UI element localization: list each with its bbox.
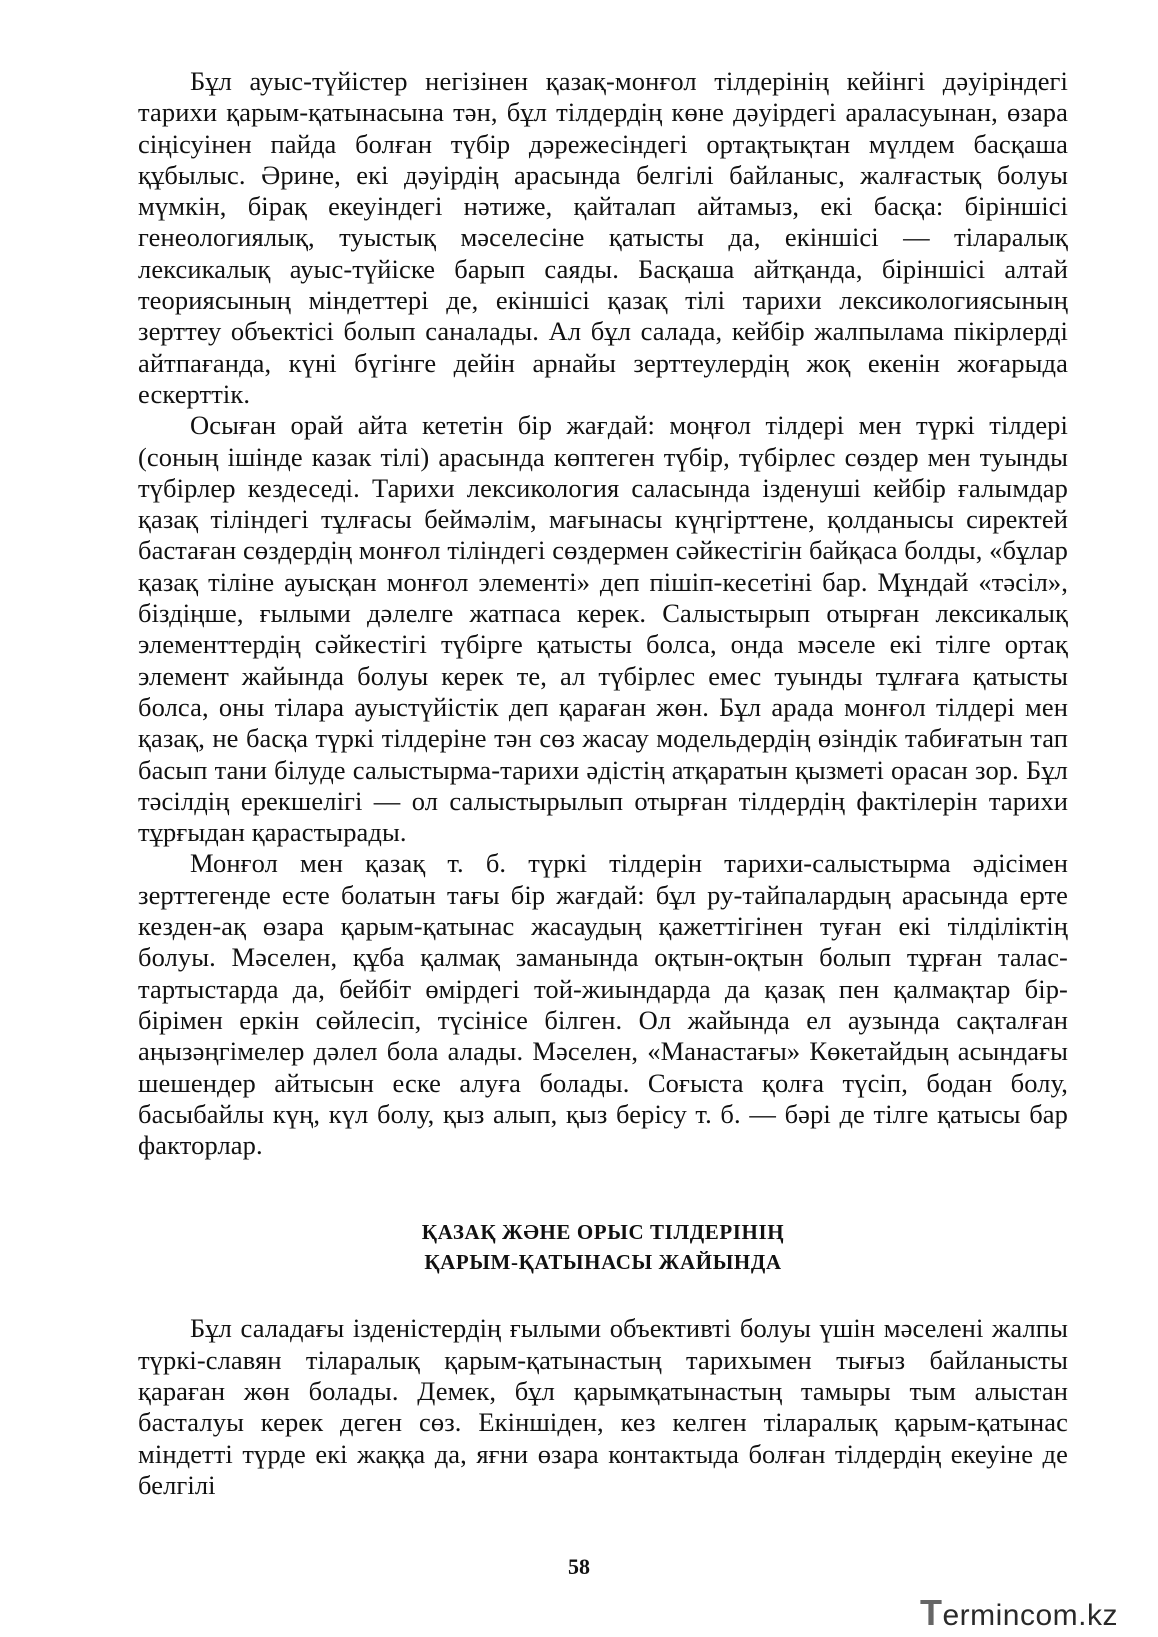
document-page — [138, 66, 1068, 1501]
section-heading-line-1: ҚАЗАҚ ЖӘНЕ ОРЫС ТІЛДЕРІНІҢ — [421, 1220, 785, 1245]
watermark-rest: ermincom.kz — [942, 1599, 1118, 1632]
section-heading-line-2: ҚАРЫМ-ҚАТЫНАСЫ ЖАЙЫНДА — [424, 1250, 782, 1275]
page-number: 58 — [568, 1554, 590, 1579]
paragraph-3: Монғол мен қазақ т. б. түркі тілдерін тарихи-салыстырма әдісімен зерттегенде есте болатын тағы бір жағдай: бұл ру-тайпалардың арасында ерте кезден-ақ өзара қарым-қатынас жасаудың қажеттігінен туған екі тілділіктің болуы. Мәселен, құба қалмақ заманында оқтын-оқтын болып тұрған талас-тартыстарда да, бейбіт өмірдегі той-жиындарда да қазақ пен қалмақтар бір-бірімен еркін сөйлесіп, түсінісе білген. Ол жайында ел аузында сақталған аңызәңгімелер дәлел бола алады. Мәселен, «Манастағы» Көкетайдың асындағы шешендер айтысын еске алуға болады. Соғыста қолға түсіп, бодан болу, басыбайлы күң, күл болу, қыз алып, қыз берісу т. б. — бәрі де тілге қатысы бар факторлар. — [138, 848, 1068, 1161]
section-paragraph-1: Бұл саладағы ізденістердің ғылыми объективті болуы үшін мәселені жалпы түркі-славян тіларалық қарым-қатынастың тарихымен тығыз байланысты қараған жөн болады. Демек, бұл қарымқатынастың тамыры тым алыстан басталуы керек деген сөз. Екіншіден, кез келген тіларалық қарым-қатынас міндетті түрде екі жаққа да, яғни өзара контактыда болған тілдердің екеуіне де белгілі — [138, 1313, 1068, 1500]
watermark-logo — [920, 1592, 1118, 1634]
paragraph-1: Бұл ауыс-түйістер негізінен қазақ-монғол тілдерінің кейінгі дәуіріндегі тарихи қарым-қатынасына тән, бұл тілдердің көне дәуірдегі араласуынан, өзара сіңісуінен пайда болған түбір дәрежесіндегі ортақтықтан мүлдем басқаша құбылыс. Әрине, екі дәуірдің арасында белгілі байланыс, жалғастық болуы мүмкін, бірақ екеуіндегі нәтиже, қайталап айтамыз, екі басқа: біріншісі генеологиялық, туыстық мәселесіне қатысты да, екіншісі — тіларалық лексикалық ауыс-түйіске барып саяды. Басқаша айтқанда, біріншісі алтай теориясының міндеттері де, екіншісі қазақ тілі тарихи лексикологиясының зерттеу объектісі болып саналады. Ал бұл салада, кейбір жалпылама пікірлерді айтпағанда, күні бүгінге дейін арнайы зерттеулердің жоқ екенін жоғарыда ескерттік. — [138, 66, 1068, 409]
watermark-first-letter: T — [919, 1592, 943, 1633]
section-heading — [138, 1217, 1068, 1277]
paragraph-2: Осыған орай айта кететін бір жағдай: моңғол тілдері мен түркі тілдері (соның ішінде казак тілі) арасында көптеген түбір, түбірлес сөздер мен туынды түбірлер кездеседі. Тарихи лексикология саласында ізденуші кейбір ғалымдар қазақ тіліндегі тұлғасы беймәлім, мағынасы күңгірттене, қолданысы сиректей бастаған сөздердің монғол тіліндегі сөздермен сәйкестігін байқаса болды, «бұлар қазақ тіліне ауысқан монғол элементі» деп пішіп-кесетіні бар. Мұндай «тәсіл», біздіңше, ғылыми дәлелге жатпаса керек. Салыстырып отырған лексикалық элементтердің сәйкестігі түбірге қатысты болса, онда мәселе екі тілге ортақ элемент жайында болуы керек те, ал түбірлес емес туынды тұлғаға қатысты болса, оны тілара ауыстүйістік деп қараған жөн. Бұл арада монғол тілдері мен қазақ, не басқа түркі тілдеріне тән сөз жасау модельдердің өзіндік табиғатын тап басып тани білуде салыстырма-тарихи әдістің атқаратын қызметі орасан зор. Бұл тәсілдің ерекшелігі — ол салыстырылып отырған тілдердің фактілерін тарихи тұрғыдан қарастырады. — [138, 410, 1068, 848]
